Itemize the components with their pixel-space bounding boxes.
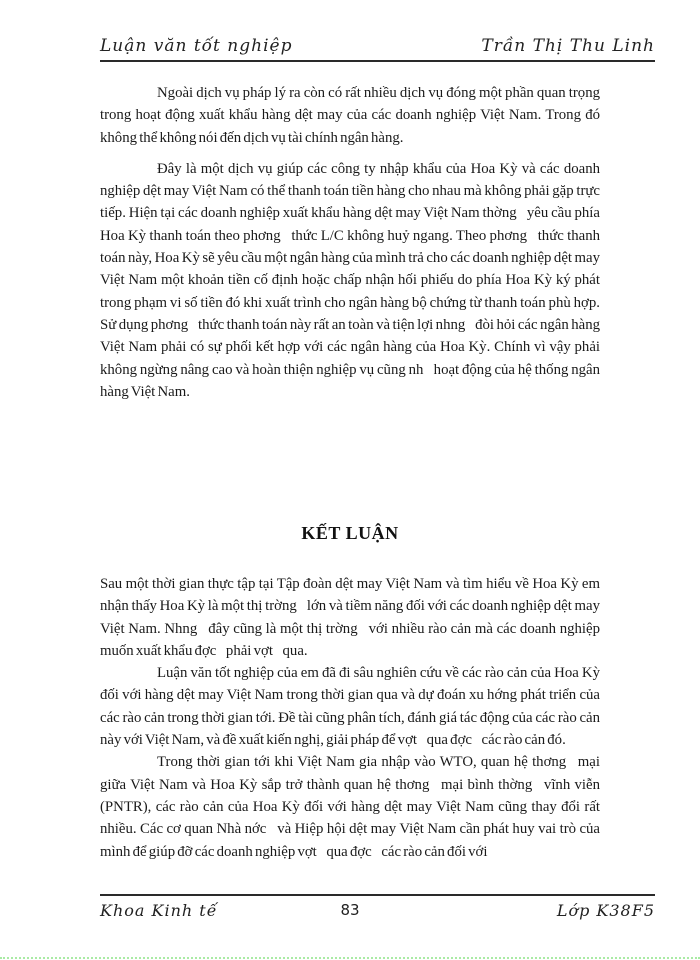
page-footer: [100, 894, 655, 920]
footer-faculty-label: Khoa Kinh tế: [100, 901, 218, 920]
footer-class-label: Lớp K38F5: [556, 901, 655, 920]
footer-page-number: 83: [340, 901, 360, 919]
body-section-conclusion: [100, 573, 600, 893]
page-header: [100, 36, 655, 62]
body-section-top: [100, 82, 600, 403]
paragraph: Đây là một dịch vụ giúp các công ty nhập khẩu của Hoa Kỳ và các doanh nghiệp dệt may Việt Nam có thể thanh toán tiền hàng cho nhau mà không phải gặp trực tiếp. Hiện tại các doanh nghiệp xuất khẩu hàng dệt may Việt Nam thờng yêu cầu phía Hoa Kỳ thanh toán theo phơng thức L/C không huỷ ngang. Theo phơng thức thanh toán này, Hoa Kỳ sẽ yêu cầu một ngân hàng của mình trả cho các doanh nghiệp dệt may Việt Nam một khoản tiền cố định hoặc chấp nhận hối phiếu do phía Hoa Kỳ ký phát trong phạm vi số tiền đó khi xuất trình cho ngân hàng bộ chứng từ thanh toán phù hợp. Sử dụng phơng thức thanh toán này rất an toàn và tiện lợi nhng đòi hỏi các ngân hàng Việt Nam phải có sự phối kết hợp với các ngân hàng của Hoa Kỳ. Chính vì vậy phải không ngừng nâng cao và hoàn thiện nghiệp vụ cũng nh hoạt động của hệ thống ngân hàng Việt Nam.: [100, 160, 600, 400]
paragraph: Ngoài dịch vụ pháp lý ra còn có rất nhiều dịch vụ đóng một phần quan trọng trong hoạt động xuất khẩu hàng dệt may của các doanh nghiệp Việt Nam. Trong đó không thể không nói đến dịch vụ tài chính ngân hàng.: [100, 85, 600, 146]
header-document-title: Luận văn tốt nghiệp: [100, 36, 293, 56]
scan-edge-dotted-line: [0, 957, 700, 959]
paragraph: Trong thời gian tới khi Việt Nam gia nhập vào WTO, quan hệ thơng mại giữa Việt Nam và Hoa Kỳ sắp trở thành quan hệ thơng mại bình thờng vĩnh viễn (PNTR), các rào cản của Hoa Kỳ đối với hàng dệt may Việt Nam cũng thay đổi rất nhiều. Các cơ quan Nhà nớc và Hiệp hội dệt may Việt Nam cần phát huy vai trò của mình để giúp đỡ các doanh nghiệp vợt qua đợc các rào cản đối với: [100, 754, 600, 860]
paragraph: Sau một thời gian thực tập tại Tập đoàn dệt may Việt Nam và tìm hiểu về Hoa Kỳ em nhận thấy Hoa Kỳ là một thị trờng lớn và tiềm năng đối với các doanh nghiệp dệt may Việt Nam. Nhng đây cũng là một thị trờng với nhiều rào cản mà các doanh nghiệp muốn xuất khẩu đợc phải vợt qua.: [100, 576, 600, 659]
conclusion-heading: KẾT LUẬN: [301, 523, 399, 543]
paragraph: Luận văn tốt nghiệp của em đã đi sâu nghiên cứu về các rào cản của Hoa Kỳ đối với hàng dệt may Việt Nam trong thời gian qua và dự đoán xu hớng phát triển của các rào cản trong thời gian tới. Đề tài cũng phân tích, đánh giá tác động của các rào cản này với Việt Nam, và đề xuất kiến nghị, giải pháp để vợt qua đợc các rào cản đó.: [100, 665, 600, 749]
header-author-name: Trần Thị Thu Linh: [481, 36, 655, 56]
